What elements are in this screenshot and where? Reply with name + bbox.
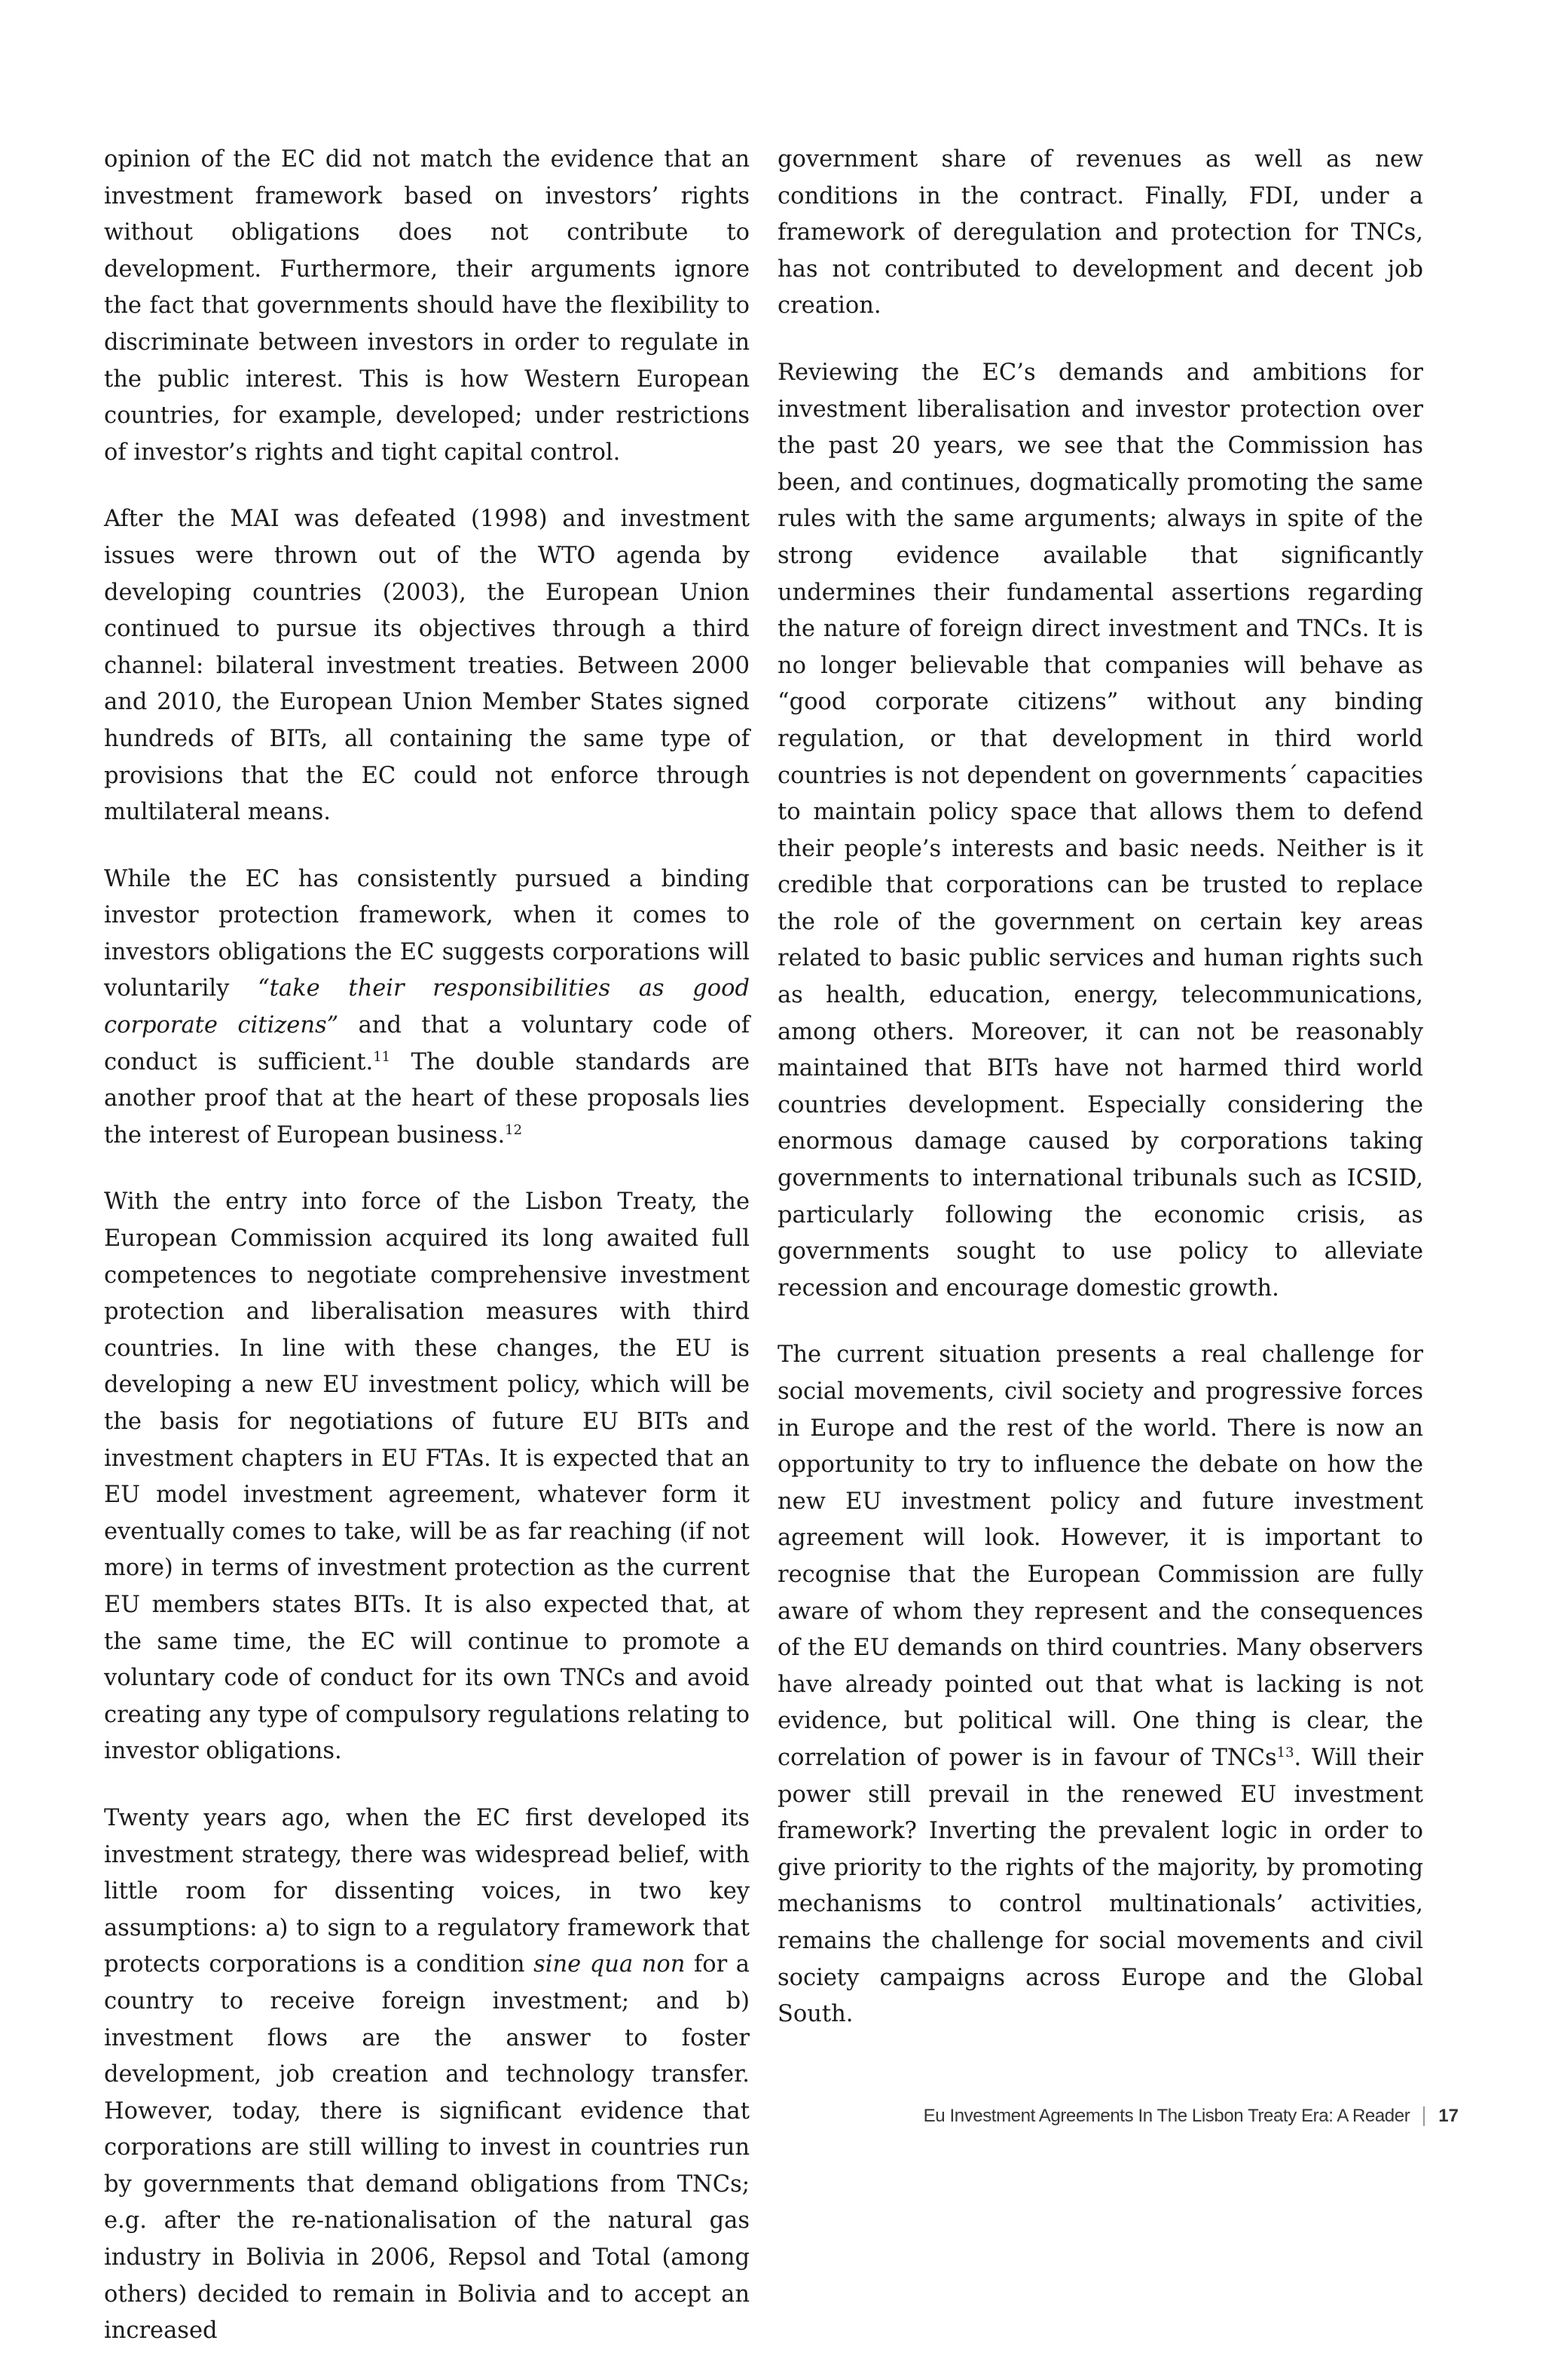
italic-quote: “take their responsibilities as good corporate citizens”: [104, 975, 750, 1039]
right-column: [778, 142, 1423, 2063]
italic-term: sine qua non: [533, 1951, 686, 1978]
paragraph: [778, 1337, 1423, 2033]
paragraph: [104, 1800, 750, 2350]
paragraph: After the MAI was defeated (1998) and investment issues were thrown out of the WTO agenda by developing countries (2003), the European Union continued to pursue its objectives through a third channel: bilateral investment treaties. Between 2000 and 2010, the European Union Member States signed hundreds of BITs, all containing the same type of provisions that the EC could not enforce through multilateral means.: [104, 506, 750, 826]
paragraph: government share of revenues as well as new conditions in the contract. Finally, FDI, under a framework of deregulation and protection for TNCs, has not contributed to development and decent job creation.: [778, 146, 1423, 320]
text-run: The current situation presents a real challenge for social movements, civil society and progressive forces in Europe and the rest of the world. There is now an opportunity to try to influence the debate on how the new EU investment policy and future investment agreement will look. However, it is important to recognise that the European Commission are fully aware of whom they represent and the consequences of the EU demands on third countries. Many observers have already pointed out that what is lacking is not evidence, but political will. One thing is clear, the correlation of power is in favour of TNCs: [778, 1341, 1423, 1771]
page-footer: [924, 2106, 1459, 2127]
text-run: Twenty years ago, when the EC first developed its investment strategy, there was widespread belief, with little room for dissenting voices, in two key assumptions: a) to sign to a regulatory framework that protects corporations is a condition: [104, 1804, 750, 1978]
text-run: The double standards are another proof that at the heart of these proposals lies the interest of European business.: [104, 1048, 750, 1149]
paragraph: [104, 861, 750, 1155]
text-run: and that a voluntary code of conduct is sufficient.: [104, 1012, 750, 1075]
footer-divider: [1423, 2106, 1425, 2126]
left-column: [104, 142, 750, 2380]
text-run: for a country to receive foreign investment; and b) investment flows are the answer to foster development, job creation and technology transfer. However, today, there is significant evidence that corporations are still willing to invest in countries run by governments that demand obligations from TNCs; e.g. after the re-nationalisation of the natural gas industry in Bolivia in 2006, Repsol and Total (among others) decided to remain in Bolivia and to accept an increased: [104, 1951, 750, 2345]
footnote-ref[interactable]: 11: [373, 1048, 391, 1065]
page-number: 17: [1438, 2106, 1459, 2126]
paragraph: opinion of the EC did not match the evidence that an investment framework based on investors’ rights without obligations does not contribute to development. Furthermore, their arguments ignore the fact that governments should have the flexibility to discriminate between investors in order to regulate in the public interest. This is how Western European countries, for example, developed; under restrictions of investor’s rights and tight capital control.: [104, 146, 750, 466]
text-run: While the EC has consistently pursued a binding investor protection framework, when it comes to investors obligations the EC suggests corporations will voluntarily: [104, 865, 750, 1002]
paragraph: Reviewing the EC’s demands and ambitions for investment liberalisation and investor protection over the past 20 years, we see that the Commission has been, and continues, dogmatically promoting the same rules with the same arguments; always in spite of the strong evidence available that significantly undermines their fundamental assertions regarding the nature of foreign direct investment and TNCs. It is no longer believable that companies will behave as “good corporate citizens” without any binding regulation, or that development in third world countries is not dependent on governments´ capacities to maintain policy space that allows them to defend their people’s interests and basic needs. Neither is it credible that corporations can be trusted to replace the role of the government on certain key areas related to basic public services and human rights such as health, education, energy, telecommunications, among others. Moreover, it can not be reasonably maintained that BITs have not harmed third world countries development. Especially considering the enormous damage caused by corporations taking governments to international tribunals such as ICSID, particularly following the economic crisis, as governments sought to use policy to alleviate recession and encourage domestic growth.: [778, 359, 1423, 1302]
footnote-ref[interactable]: 13: [1276, 1744, 1294, 1761]
footnote-ref[interactable]: 12: [505, 1121, 523, 1138]
paragraph: With the entry into force of the Lisbon Treaty, the European Commission acquired its long awaited full competences to negotiate comprehensive investment protection and liberalisation measures with third countries. In line with these changes, the EU is developing a new EU investment policy, which will be the basis for negotiations of future EU BITs and investment chapters in EU FTAs. It is expected that an EU model investment agreement, whatever form it eventually comes to take, will be as far reaching (if not more) in terms of investment protection as the current EU members states BITs. It is also expected that, at the same time, the EC will continue to promote a voluntary code of conduct for its own TNCs and avoid creating any type of compulsory regulations relating to investor obligations.: [104, 1188, 750, 1765]
running-title: Eu Investment Agreements In The Lisbon Treaty Era: A Reader: [923, 2106, 1410, 2126]
text-run: . Will their power still prevail in the renewed EU investment framework? Inverting the prevalent logic in order to give priority to the rights of the majority, by promoting mechanisms to control multinationals’ activities, remains the challenge for social movements and civil society campaigns across Europe and the Global South.: [778, 1744, 1424, 2028]
